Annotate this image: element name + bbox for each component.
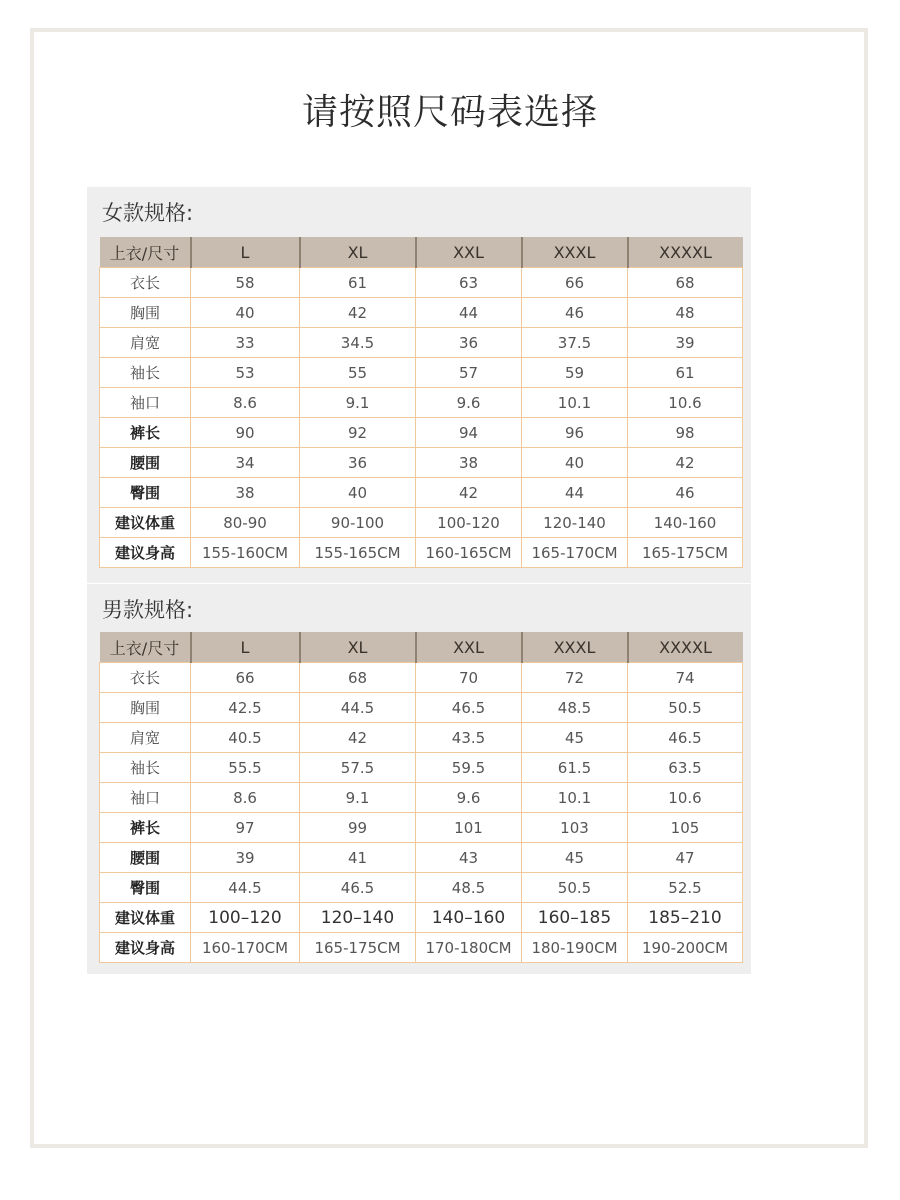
table-cell: 50.5: [628, 693, 743, 723]
table-cell: 48.5: [522, 693, 628, 723]
table-cell: 48.5: [416, 873, 522, 903]
table-cell: 36: [416, 328, 522, 358]
table-cell: 99: [300, 813, 416, 843]
table-cell: 160-170CM: [191, 933, 300, 963]
table-cell: 190-200CM: [628, 933, 743, 963]
row-label: 腰围: [100, 448, 191, 478]
table-cell: 40: [522, 448, 628, 478]
table-cell: 63.5: [628, 753, 743, 783]
table-cell: 42: [300, 723, 416, 753]
row-label: 袖口: [100, 388, 191, 418]
table-cell: 50.5: [522, 873, 628, 903]
women-section-heading: 女款规格:: [102, 201, 194, 225]
table-cell: 66: [191, 663, 300, 693]
table-cell: 9.6: [416, 388, 522, 418]
table-cell: 46: [628, 478, 743, 508]
table-cell: 103: [522, 813, 628, 843]
header-cell-size: XL: [300, 237, 416, 268]
header-cell-size: XXL: [416, 237, 522, 268]
table-cell: 68: [628, 268, 743, 298]
table-cell: 44.5: [191, 873, 300, 903]
table-cell: 105: [628, 813, 743, 843]
table-row: [100, 783, 743, 813]
table-row: [100, 723, 743, 753]
table-cell: 44: [522, 478, 628, 508]
table-cell: 180-190CM: [522, 933, 628, 963]
row-label: 建议身高: [100, 538, 191, 568]
table-cell: 160-165CM: [416, 538, 522, 568]
table-cell: 44.5: [300, 693, 416, 723]
table-cell: 44: [416, 298, 522, 328]
table-cell: 55: [300, 358, 416, 388]
table-cell: 97: [191, 813, 300, 843]
row-label: 建议体重: [100, 903, 191, 933]
table-cell: 100–120: [191, 903, 300, 933]
header-cell-size: XL: [300, 632, 416, 663]
table-row: [100, 298, 743, 328]
table-cell: 70: [416, 663, 522, 693]
row-label: 建议体重: [100, 508, 191, 538]
table-cell: 94: [416, 418, 522, 448]
header-cell-label: 上衣/尺寸: [100, 632, 191, 663]
header-cell-label: 上衣/尺寸: [100, 237, 191, 268]
table-row: [100, 358, 743, 388]
table-cell: 165-175CM: [628, 538, 743, 568]
table-cell: 140–160: [416, 903, 522, 933]
women-size-table: [99, 237, 743, 568]
row-label: 袖长: [100, 753, 191, 783]
table-cell: 61.5: [522, 753, 628, 783]
table-cell: 34.5: [300, 328, 416, 358]
table-cell: 38: [191, 478, 300, 508]
table-cell: 39: [628, 328, 743, 358]
table-cell: 42: [300, 298, 416, 328]
row-label: 肩宽: [100, 328, 191, 358]
row-label: 胸围: [100, 298, 191, 328]
table-cell: 39: [191, 843, 300, 873]
table-cell: 90: [191, 418, 300, 448]
table-cell: 185–210: [628, 903, 743, 933]
table-cell: 37.5: [522, 328, 628, 358]
table-cell: 55.5: [191, 753, 300, 783]
men-section-heading: 男款规格:: [102, 598, 194, 622]
table-row: [100, 843, 743, 873]
table-cell: 120–140: [300, 903, 416, 933]
table-cell: 120-140: [522, 508, 628, 538]
table-cell: 57.5: [300, 753, 416, 783]
table-cell: 92: [300, 418, 416, 448]
table-cell: 59: [522, 358, 628, 388]
header-cell-size: XXXL: [522, 632, 628, 663]
table-cell: 155-160CM: [191, 538, 300, 568]
table-cell: 52.5: [628, 873, 743, 903]
table-cell: 9.1: [300, 388, 416, 418]
table-cell: 160–185: [522, 903, 628, 933]
row-label: 裤长: [100, 813, 191, 843]
table-cell: 33: [191, 328, 300, 358]
table-cell: 10.6: [628, 388, 743, 418]
table-cell: 43.5: [416, 723, 522, 753]
table-cell: 46.5: [416, 693, 522, 723]
table-cell: 36: [300, 448, 416, 478]
women-size-panel: [87, 187, 751, 583]
row-label: 衣长: [100, 268, 191, 298]
table-cell: 53: [191, 358, 300, 388]
table-cell: 42.5: [191, 693, 300, 723]
table-cell: 45: [522, 723, 628, 753]
table-cell: 59.5: [416, 753, 522, 783]
header-cell-size: L: [191, 237, 300, 268]
table-cell: 45: [522, 843, 628, 873]
table-cell: 46: [522, 298, 628, 328]
table-row: [100, 813, 743, 843]
table-cell: 40: [191, 298, 300, 328]
table-cell: 68: [300, 663, 416, 693]
table-row: [100, 693, 743, 723]
row-label: 裤长: [100, 418, 191, 448]
table-cell: 58: [191, 268, 300, 298]
table-row: [100, 538, 743, 568]
table-row: [100, 268, 743, 298]
table-cell: 46.5: [628, 723, 743, 753]
table-cell: 140-160: [628, 508, 743, 538]
table-cell: 9.6: [416, 783, 522, 813]
table-cell: 61: [300, 268, 416, 298]
table-row: [100, 508, 743, 538]
table-cell: 40.5: [191, 723, 300, 753]
table-cell: 80-90: [191, 508, 300, 538]
table-cell: 43: [416, 843, 522, 873]
header-cell-size: L: [191, 632, 300, 663]
table-row: [100, 663, 743, 693]
table-cell: 38: [416, 448, 522, 478]
table-header-row: [100, 632, 743, 663]
header-cell-size: XXL: [416, 632, 522, 663]
table-cell: 10.1: [522, 783, 628, 813]
header-cell-size: XXXXL: [628, 632, 743, 663]
table-cell: 9.1: [300, 783, 416, 813]
table-cell: 165-170CM: [522, 538, 628, 568]
table-row: [100, 448, 743, 478]
row-label: 衣长: [100, 663, 191, 693]
table-cell: 10.1: [522, 388, 628, 418]
table-cell: 100-120: [416, 508, 522, 538]
table-cell: 63: [416, 268, 522, 298]
table-cell: 47: [628, 843, 743, 873]
row-label: 建议身高: [100, 933, 191, 963]
page-title: 请按照尺码表选择: [301, 92, 598, 133]
table-cell: 41: [300, 843, 416, 873]
table-row: [100, 753, 743, 783]
header-cell-size: XXXXL: [628, 237, 743, 268]
table-cell: 61: [628, 358, 743, 388]
row-label: 肩宽: [100, 723, 191, 753]
row-label: 胸围: [100, 693, 191, 723]
table-cell: 48: [628, 298, 743, 328]
table-cell: 46.5: [300, 873, 416, 903]
table-cell: 98: [628, 418, 743, 448]
table-cell: 8.6: [191, 388, 300, 418]
table-cell: 42: [628, 448, 743, 478]
row-label: 腰围: [100, 843, 191, 873]
table-cell: 74: [628, 663, 743, 693]
table-cell: 8.6: [191, 783, 300, 813]
table-cell: 66: [522, 268, 628, 298]
table-row: [100, 328, 743, 358]
row-label: 臀围: [100, 873, 191, 903]
table-cell: 57: [416, 358, 522, 388]
table-row: [100, 418, 743, 448]
table-row: [100, 388, 743, 418]
men-size-table: [99, 632, 743, 963]
table-row: [100, 903, 743, 933]
table-cell: 96: [522, 418, 628, 448]
table-row: [100, 478, 743, 508]
table-cell: 42: [416, 478, 522, 508]
table-cell: 10.6: [628, 783, 743, 813]
table-cell: 170-180CM: [416, 933, 522, 963]
row-label: 臀围: [100, 478, 191, 508]
table-cell: 34: [191, 448, 300, 478]
table-row: [100, 873, 743, 903]
table-cell: 165-175CM: [300, 933, 416, 963]
table-cell: 40: [300, 478, 416, 508]
table-cell: 155-165CM: [300, 538, 416, 568]
table-header-row: [100, 237, 743, 268]
table-cell: 101: [416, 813, 522, 843]
table-cell: 72: [522, 663, 628, 693]
row-label: 袖口: [100, 783, 191, 813]
men-size-panel: [87, 584, 751, 974]
header-cell-size: XXXL: [522, 237, 628, 268]
table-cell: 90-100: [300, 508, 416, 538]
row-label: 袖长: [100, 358, 191, 388]
table-row: [100, 933, 743, 963]
